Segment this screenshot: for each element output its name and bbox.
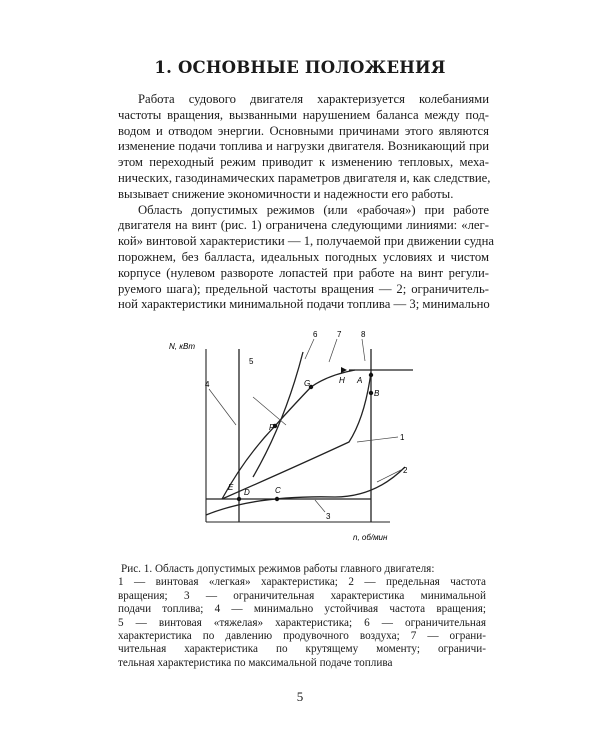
text-line: изменение подачи топлива и нагрузки двигателя. Возникающий при <box>118 139 489 154</box>
caption-line: характеристика по давлению продувочного воздуха; 7 — ограни- <box>118 629 486 642</box>
curve-label-4: 4 <box>205 380 210 389</box>
caption-line: чительная характеристика по крутящему моменту; ограничи- <box>118 643 486 656</box>
text-line: порожнем, без балласта, идеальных погодных условиях и чистом <box>118 249 489 264</box>
curve-7-torque-limit <box>222 370 355 499</box>
label-d: D <box>244 488 250 497</box>
figure-caption <box>118 563 486 670</box>
operating-range-diagram <box>165 327 435 552</box>
text-line: ной характеристики минимальной подачи топлива — 3; минимально <box>118 297 490 312</box>
curve-label-1: 1 <box>400 433 405 442</box>
curve-label-7: 7 <box>337 330 342 339</box>
curve-2-propeller <box>206 467 405 515</box>
page-number: 5 <box>296 689 304 704</box>
label-a: A <box>357 376 363 385</box>
curve-label-6: 6 <box>313 330 318 339</box>
curve-label-2: 2 <box>403 466 408 475</box>
y-axis-label: N, кВт <box>169 342 195 351</box>
curve-label-8: 8 <box>361 330 366 339</box>
text-line: двигателя на винт (рис. 1) ограничена следующими линиями: «лег- <box>118 218 489 233</box>
caption-line: тельная характеристика по максимальной подаче топлива <box>118 656 393 669</box>
curve-label-3: 3 <box>326 512 331 521</box>
point-d <box>237 497 241 501</box>
curve-label-5: 5 <box>249 357 254 366</box>
point-a <box>369 373 373 377</box>
text-line: этом переходный режим приводит к изменению тепловых, меха- <box>118 155 489 170</box>
caption-line: подачи топлива; 4 — минимально устойчивая частота вращения; <box>118 603 486 616</box>
label-c: C <box>275 486 281 495</box>
label-b: B <box>374 389 380 398</box>
text-line: Работа судового двигателя характеризуется колебаниями <box>138 92 489 106</box>
text-line: Область допустимых режимов (или «рабочая») при работе <box>138 202 489 217</box>
curve-1-light-propeller <box>222 372 371 499</box>
label-g: G <box>304 379 311 388</box>
caption-line: Рис. 1. Область допустимых режимов работы главного двигателя: <box>121 563 435 575</box>
point-c <box>275 497 279 501</box>
curve-5-heavy-propeller <box>253 352 303 477</box>
text-line: корпусе (нулевом развороте лопастей при работе на винт регули- <box>118 265 489 280</box>
text-line: кой» винтовой характеристики — 1, получаемой при движении судна <box>118 234 495 249</box>
x-axis-label: n, об/мин <box>353 533 388 542</box>
caption-line: вращения; 3 — ограничительная характеристика минимальной <box>118 589 486 602</box>
caption-line: 5 — винтовая «тяжелая» характеристика; 6 — ограничительная <box>118 616 486 629</box>
text-line: нических, газодинамических параметров двигателя и, как следствие, <box>118 170 491 185</box>
text-line: водом и отводом энергии. Основными причинами этого являются <box>118 123 489 138</box>
label-e: E <box>228 483 234 492</box>
text-line: частоты вращения, вызванными нарушением баланса между под- <box>118 107 489 122</box>
label-h: H <box>339 376 345 385</box>
caption-line: 1 — винтовая «легкая» характеристика; 2 — предельная частота <box>118 576 486 589</box>
point-b <box>369 391 373 395</box>
text-line: руемого шага); предельной частоты вращения — 2; ограничитель- <box>118 281 489 296</box>
body-text <box>118 92 495 313</box>
section-heading: 1. ОСНОВНЫЕ ПОЛОЖЕНИЯ <box>154 58 446 77</box>
text-line: вызывает снижение экономичности и надежности его работы. <box>118 186 454 201</box>
label-f: F <box>269 423 274 432</box>
